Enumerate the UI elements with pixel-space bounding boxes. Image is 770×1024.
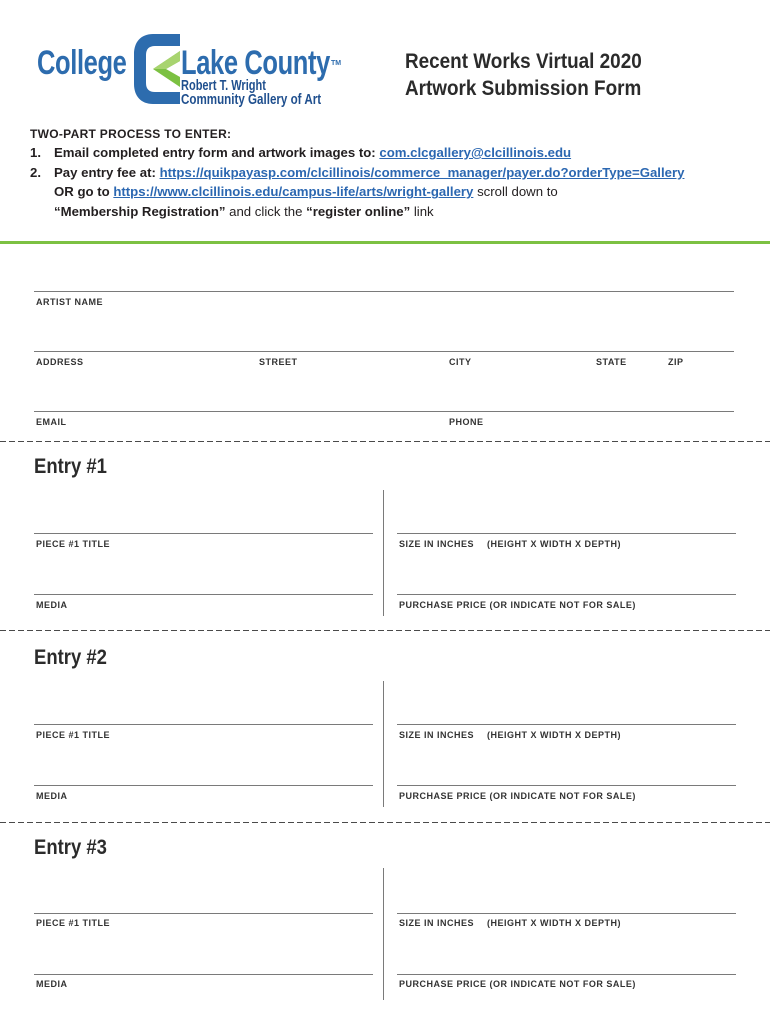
column-divider <box>383 868 384 1000</box>
or-text: OR go to <box>54 184 110 200</box>
entry-3-title-input[interactable] <box>34 885 373 913</box>
piece-title-label: PIECE #1 TITLE <box>36 918 111 928</box>
piece-title-label: PIECE #1 TITLE <box>36 539 111 549</box>
city-label: CITY <box>449 357 472 367</box>
field-underline <box>34 785 373 786</box>
field-underline <box>34 974 373 975</box>
field-underline <box>397 974 736 975</box>
instructions-heading: TWO-PART PROCESS TO ENTER: <box>30 127 232 141</box>
field-underline <box>34 724 373 725</box>
artist-name-label: ARTIST NAME <box>36 297 103 307</box>
size-label: SIZE IN INCHES <box>399 730 475 740</box>
field-underline <box>397 533 736 534</box>
logo-gallery-subtitle: Community Gallery of Art <box>181 92 322 108</box>
step-2-alternative <box>30 182 765 202</box>
payment-link[interactable]: https://quikpayasp.com/clcillinois/commerce_manager/payer.do?orderType=Gallery <box>159 164 685 180</box>
zip-label: ZIP <box>668 357 684 367</box>
entry-1-media-input[interactable] <box>34 566 373 594</box>
address-label: ADDRESS <box>36 357 84 367</box>
field-underline <box>34 291 734 292</box>
column-divider <box>383 681 384 807</box>
entry-heading: Entry #3 <box>34 836 107 859</box>
entry-1-section <box>0 441 770 621</box>
field-underline <box>397 594 736 595</box>
email-input[interactable] <box>34 383 439 411</box>
city-input[interactable] <box>445 323 590 351</box>
field-underline <box>34 351 734 352</box>
entry-3-media-input[interactable] <box>34 946 373 974</box>
field-underline <box>34 594 373 595</box>
step-1 <box>30 143 765 163</box>
purchase-price-label: PURCHASE PRICE (OR INDICATE NOT FOR SALE) <box>399 600 636 610</box>
instructions-steps <box>30 143 765 222</box>
step-2-registration <box>30 202 765 222</box>
entry-3-price-input[interactable] <box>397 946 736 974</box>
section-divider <box>0 630 770 631</box>
street-label: STREET <box>259 357 298 367</box>
field-underline <box>34 913 373 914</box>
step-text: Email completed entry form and artwork images to: <box>54 145 376 160</box>
purchase-price-label: PURCHASE PRICE (OR INDICATE NOT FOR SALE) <box>399 979 636 989</box>
entry-2-title-input[interactable] <box>34 696 373 724</box>
entry-1-price-input[interactable] <box>397 566 736 594</box>
field-underline <box>397 785 736 786</box>
register-online-text: “register online” <box>306 204 411 220</box>
header-divider <box>0 241 770 244</box>
entry-1-size-input[interactable] <box>397 505 736 533</box>
college-logo <box>0 0 345 110</box>
size-hint: (HEIGHT X WIDTH X DEPTH) <box>487 730 621 740</box>
size-label: SIZE IN INCHES <box>399 539 475 549</box>
piece-title-label: PIECE #1 TITLE <box>36 730 111 740</box>
purchase-price-label: PURCHASE PRICE (OR INDICATE NOT FOR SALE) <box>399 791 636 801</box>
clc-c-mark-icon <box>133 34 181 104</box>
wright-gallery-link[interactable]: https://www.clcillinois.edu/campus-life/arts/wright-gallery <box>113 184 474 200</box>
field-underline <box>34 533 373 534</box>
logo-trademark: TM <box>331 60 342 67</box>
phone-input[interactable] <box>445 383 734 411</box>
size-hint: (HEIGHT X WIDTH X DEPTH) <box>487 918 621 928</box>
scroll-text: scroll down to <box>477 184 558 200</box>
logo-lake-county-word: Lake County <box>181 44 330 82</box>
step-2 <box>30 163 765 183</box>
entry-2-size-input[interactable] <box>397 696 736 724</box>
logo-college-word: College <box>37 44 127 82</box>
entry-heading: Entry #2 <box>34 646 107 669</box>
step-text: Pay entry fee at: <box>54 164 156 180</box>
entry-2-price-input[interactable] <box>397 757 736 785</box>
step-number: 2. <box>30 164 41 180</box>
field-underline <box>397 724 736 725</box>
phone-label: PHONE <box>449 417 484 427</box>
zip-input[interactable] <box>664 323 734 351</box>
membership-registration-text: “Membership Registration” <box>54 204 226 220</box>
media-label: MEDIA <box>36 979 68 989</box>
state-input[interactable] <box>592 323 662 351</box>
media-label: MEDIA <box>36 791 68 801</box>
entry-1-title-input[interactable] <box>34 505 373 533</box>
media-label: MEDIA <box>36 600 68 610</box>
logo-gallery-name: Robert T. Wright <box>181 78 266 94</box>
street-address-input[interactable] <box>34 323 439 351</box>
entry-3-section <box>0 822 770 1002</box>
link-word: link <box>413 204 434 220</box>
page-subtitle: Artwork Submission Form <box>405 77 642 100</box>
column-divider <box>383 490 384 616</box>
gallery-email-link[interactable]: com.clcgallery@clcillinois.edu <box>379 145 572 160</box>
size-label: SIZE IN INCHES <box>399 918 475 928</box>
state-label: STATE <box>596 357 627 367</box>
click-text: and click the <box>229 204 303 220</box>
field-underline <box>397 913 736 914</box>
size-hint: (HEIGHT X WIDTH X DEPTH) <box>487 539 621 549</box>
entry-2-media-input[interactable] <box>34 757 373 785</box>
page-title: Recent Works Virtual 2020 <box>405 50 642 73</box>
entry-3-size-input[interactable] <box>397 885 736 913</box>
step-number: 1. <box>30 145 41 160</box>
entry-heading: Entry #1 <box>34 455 107 478</box>
field-underline <box>34 411 734 412</box>
entry-2-section <box>0 632 770 812</box>
artist-name-input[interactable] <box>34 263 734 291</box>
email-label: EMAIL <box>36 417 67 427</box>
